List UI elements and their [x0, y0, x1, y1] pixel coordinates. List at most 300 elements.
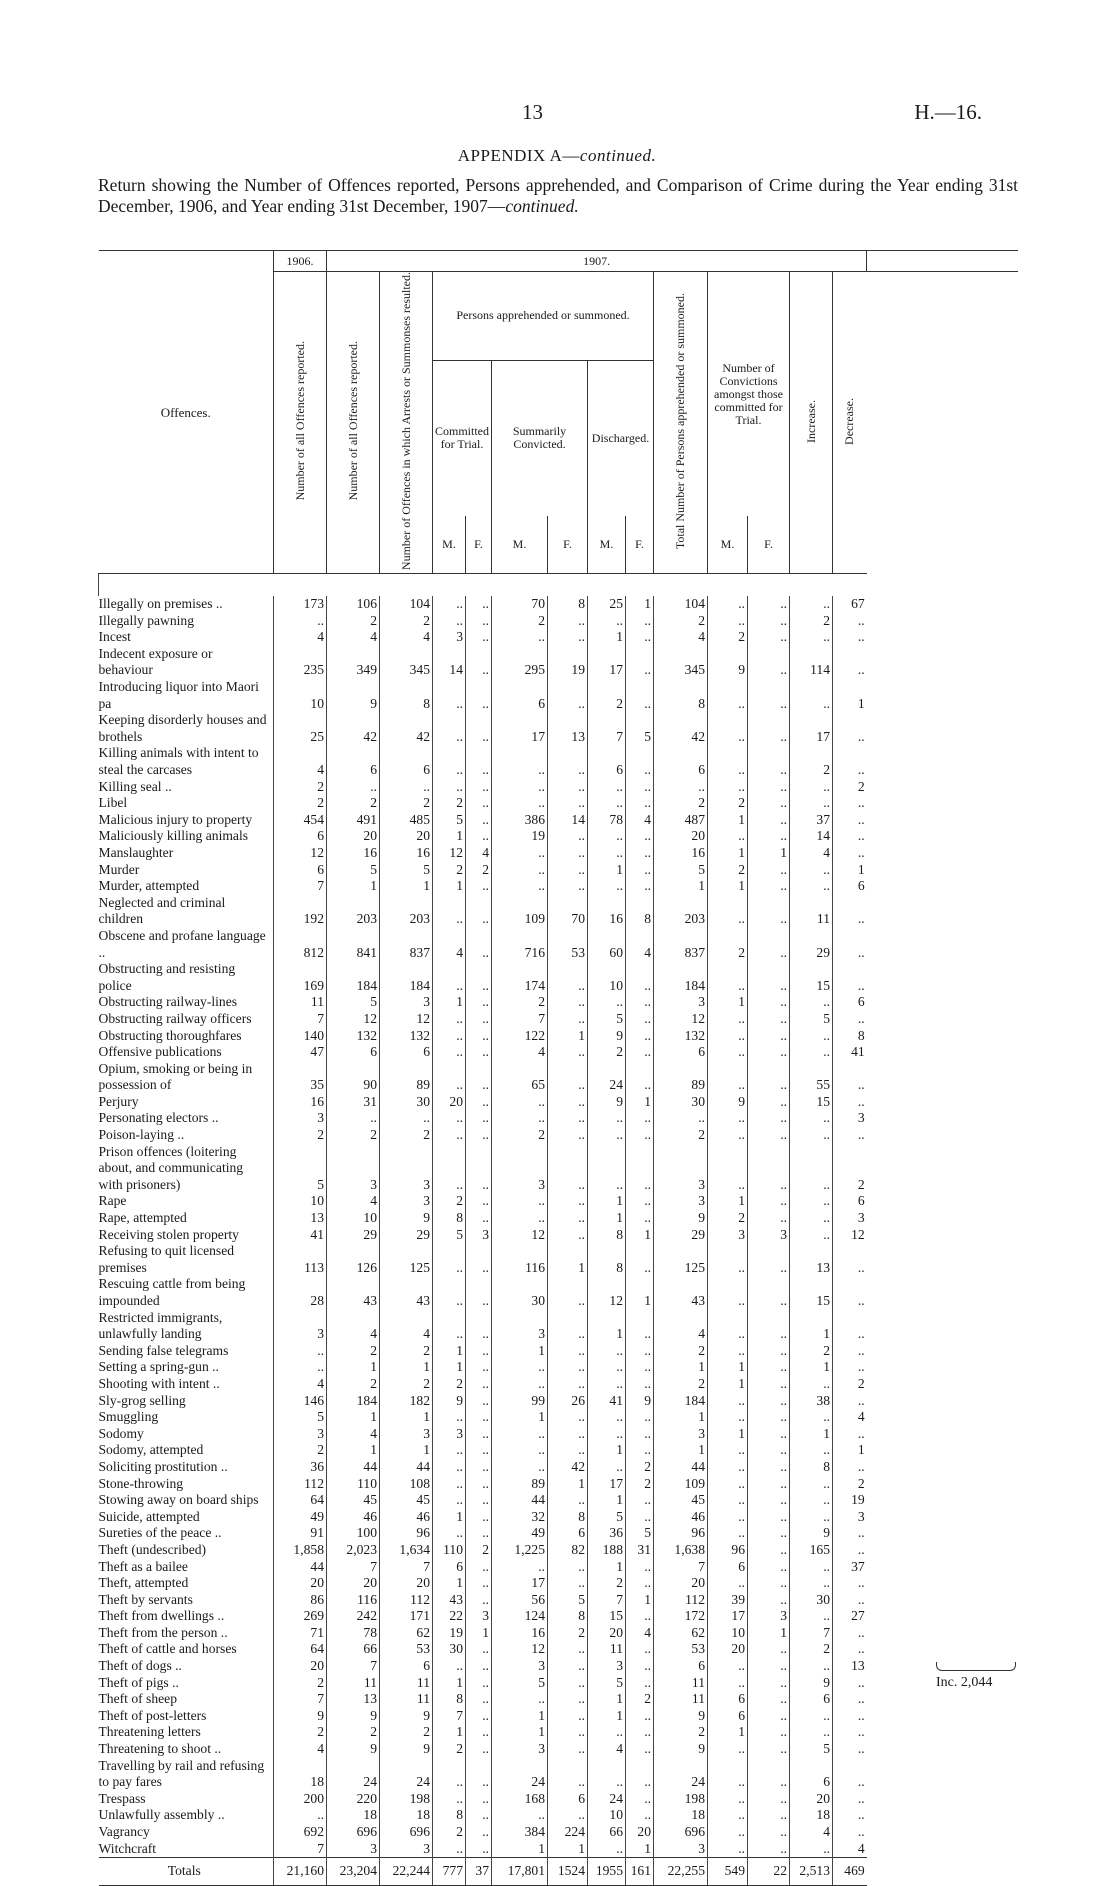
table-cell: .. [466, 1310, 492, 1343]
table-cell: .. [548, 1807, 588, 1824]
table-cell: .. [748, 1359, 790, 1376]
table-cell: 8 [548, 596, 588, 613]
table-cell: 53 [654, 1641, 708, 1658]
table-row [99, 1841, 1019, 1858]
table-cell: .. [466, 994, 492, 1011]
table-row [99, 1011, 1019, 1028]
table-cell: .. [748, 961, 790, 994]
table-cell: 716 [492, 928, 548, 961]
table-cell: .. [833, 1807, 867, 1824]
offence-name: Theft (undescribed) [98, 1541, 207, 1557]
offences-table [98, 250, 1018, 1886]
table-cell: 2 [327, 795, 380, 812]
table-cell: .. [626, 1658, 654, 1675]
table-cell: 12 [654, 1011, 708, 1028]
table-cell: .. [466, 1144, 492, 1194]
table-row [99, 712, 1019, 745]
table-cell: 1 [380, 1409, 433, 1426]
offence-name: Stone-throwing [98, 1475, 184, 1491]
appendix-heading: APPENDIX A—continued. [457, 146, 657, 165]
table-cell: 38 [790, 1393, 833, 1410]
offence-name: Sureties of the peace .. [98, 1525, 222, 1541]
male-header: M. [492, 516, 548, 573]
table-cell: .. [748, 1459, 790, 1476]
table-cell: 696 [327, 1824, 380, 1841]
table-cell: 2 [380, 795, 433, 812]
table-cell: 4 [327, 629, 380, 646]
female-header: F. [548, 516, 588, 573]
table-cell: .. [626, 1807, 654, 1824]
table-cell: .. [433, 1841, 466, 1858]
table-cell: 6 [380, 745, 433, 778]
table-cell: 17 [708, 1608, 748, 1625]
table-cell: 24 [327, 1758, 380, 1791]
table-cell: 3 [492, 1741, 548, 1758]
table-cell: .. [492, 862, 548, 879]
table-cell: 812 [274, 928, 327, 961]
table-cell: .. [748, 1807, 790, 1824]
table-cell: .. [748, 712, 790, 745]
table-cell: 42 [380, 712, 433, 745]
table-cell: 12 [433, 845, 466, 862]
offence-name: Killing animals with intent to steal the carcases [98, 745, 259, 777]
table-cell: .. [466, 1691, 492, 1708]
table-cell: 6 [833, 1193, 867, 1210]
table-cell: 30 [380, 1094, 433, 1111]
table-cell: .. [548, 1127, 588, 1144]
table-cell: 89 [654, 1061, 708, 1094]
table-cell: .. [548, 961, 588, 994]
table-cell: .. [790, 862, 833, 879]
table-cell: 71 [274, 1625, 327, 1642]
table-cell: 4 [327, 1310, 380, 1343]
table-cell: 5 [548, 1592, 588, 1609]
table-cell: .. [466, 1459, 492, 1476]
offence-name: Theft of sheep [98, 1691, 178, 1707]
offence-name: Obstructing thoroughfares [98, 1027, 242, 1043]
table-cell: 19 [833, 1492, 867, 1509]
table-cell: 113 [274, 1243, 327, 1276]
table-cell: .. [626, 613, 654, 630]
table-row [99, 1227, 1019, 1244]
table-row [99, 1127, 1019, 1144]
table-cell: .. [466, 745, 492, 778]
total-cell: 23,204 [327, 1858, 380, 1886]
table-cell: 7 [327, 1658, 380, 1675]
table-cell: 14 [548, 812, 588, 829]
table-cell: .. [790, 629, 833, 646]
table-row [99, 613, 1019, 630]
table-cell: 43 [327, 1276, 380, 1309]
table-cell: 99 [492, 1393, 548, 1410]
table-cell: .. [833, 1343, 867, 1360]
offence-name: Threatening to shoot .. [98, 1741, 222, 1757]
table-cell: 25 [588, 596, 626, 613]
table-cell: 41 [274, 1227, 327, 1244]
table-cell: 9 [380, 1210, 433, 1227]
table-cell: 1 [708, 1376, 748, 1393]
table-cell: .. [748, 1708, 790, 1725]
table-cell: 47 [274, 1044, 327, 1061]
table-cell: .. [708, 828, 748, 845]
table-cell: 24 [588, 1791, 626, 1808]
table-cell: 1 [433, 1359, 466, 1376]
table-cell: .. [833, 1426, 867, 1443]
total-cell: 37 [466, 1858, 492, 1886]
table-cell: 837 [654, 928, 708, 961]
table-cell: 11 [654, 1691, 708, 1708]
table-cell: 12 [492, 1641, 548, 1658]
table-cell: .. [433, 745, 466, 778]
table-cell: 11 [274, 994, 327, 1011]
table-cell: 1 [588, 862, 626, 879]
table-cell: .. [833, 1243, 867, 1276]
table-cell: 171 [380, 1608, 433, 1625]
table-cell: .. [466, 1044, 492, 1061]
table-cell: .. [492, 1426, 548, 1443]
offence-name: Poison-laying .. [98, 1127, 185, 1143]
table-cell: 4 [492, 1044, 548, 1061]
table-cell: .. [466, 928, 492, 961]
table-cell: 2 [654, 795, 708, 812]
table-cell: 6 [708, 1691, 748, 1708]
table-cell: .. [433, 1011, 466, 1028]
table-cell: .. [588, 613, 626, 630]
table-row [99, 1276, 1019, 1309]
table-cell: .. [492, 1442, 548, 1459]
table-cell: .. [748, 895, 790, 928]
table-cell: 5 [626, 712, 654, 745]
table-cell: 20 [588, 1625, 626, 1642]
offence-name: Opium, smoking or being in possession of [98, 1060, 253, 1093]
table-cell: .. [548, 878, 588, 895]
offence-name: Sly-grog selling [98, 1392, 186, 1408]
table-cell: .. [748, 1525, 790, 1542]
table-cell: .. [433, 1476, 466, 1493]
table-cell: .. [790, 679, 833, 712]
table-cell: .. [748, 1641, 790, 1658]
table-cell: .. [748, 1044, 790, 1061]
table-cell: 36 [588, 1525, 626, 1542]
table-cell: 2 [790, 1641, 833, 1658]
table-cell: 2 [790, 613, 833, 630]
table-cell: 1 [492, 1343, 548, 1360]
table-cell: 2 [790, 1343, 833, 1360]
table-cell: 53 [548, 928, 588, 961]
table-cell: 6 [327, 1044, 380, 1061]
table-row [99, 1343, 1019, 1360]
table-cell: 485 [380, 812, 433, 829]
table-cell: 20 [708, 1641, 748, 1658]
table-cell: 60 [588, 928, 626, 961]
table-cell: .. [790, 596, 833, 613]
table-cell: 2 [433, 1741, 466, 1758]
table-cell: .. [626, 1641, 654, 1658]
table-row [99, 1359, 1019, 1376]
table-cell: 45 [380, 1492, 433, 1509]
table-cell: 5 [433, 812, 466, 829]
offence-name: Theft by servants [98, 1591, 193, 1607]
table-cell: 19 [492, 828, 548, 845]
table-cell: .. [380, 1110, 433, 1127]
table-cell: 1 [433, 1675, 466, 1692]
table-cell: .. [708, 1343, 748, 1360]
decrease-header: Decrease. [833, 272, 867, 574]
table-cell: 1,225 [492, 1542, 548, 1559]
total-cell: 777 [433, 1858, 466, 1886]
table-cell: 184 [380, 961, 433, 994]
table-cell: 2 [654, 613, 708, 630]
table-row [99, 1442, 1019, 1459]
table-cell: .. [748, 1343, 790, 1360]
table-cell: 165 [790, 1542, 833, 1559]
table-row [99, 1658, 1019, 1675]
table-cell: 169 [274, 961, 327, 994]
offence-name: Obstructing railway officers [98, 1010, 252, 1026]
table-cell: .. [492, 1691, 548, 1708]
table-cell: 1 [654, 1442, 708, 1459]
table-cell: .. [708, 712, 748, 745]
table-cell: 188 [588, 1542, 626, 1559]
table-cell: .. [492, 1559, 548, 1576]
table-cell: 1 [433, 1724, 466, 1741]
table-row [99, 1807, 1019, 1824]
table-cell: .. [548, 1193, 588, 1210]
table-cell: .. [833, 1310, 867, 1343]
table-cell: 184 [654, 1393, 708, 1410]
table-cell: .. [708, 1741, 748, 1758]
table-row [99, 1641, 1019, 1658]
table-cell: .. [626, 1724, 654, 1741]
total-cell: 469 [833, 1858, 867, 1886]
table-cell: 2 [274, 1442, 327, 1459]
table-cell: 11 [380, 1675, 433, 1692]
table-row [99, 1243, 1019, 1276]
offence-name: Perjury [98, 1093, 139, 1109]
table-cell: 9 [588, 1028, 626, 1045]
table-cell: .. [548, 745, 588, 778]
table-cell: 49 [492, 1525, 548, 1542]
table-cell: .. [748, 779, 790, 796]
table-cell: .. [748, 1559, 790, 1576]
table-cell: 2 [588, 679, 626, 712]
table-cell: .. [626, 1210, 654, 1227]
table-cell: 27 [833, 1608, 867, 1625]
table-row [99, 1376, 1019, 1393]
table-cell: 2 [433, 1824, 466, 1841]
table-cell: .. [708, 1492, 748, 1509]
table-cell: .. [708, 1758, 748, 1791]
table-cell: 1 [833, 679, 867, 712]
table-cell: .. [492, 1459, 548, 1476]
table-cell: 203 [654, 895, 708, 928]
table-cell: .. [626, 1044, 654, 1061]
table-cell: 9 [327, 679, 380, 712]
table-cell: 11 [327, 1675, 380, 1692]
table-cell: 200 [274, 1791, 327, 1808]
table-cell: .. [833, 1393, 867, 1410]
table-cell: .. [654, 1110, 708, 1127]
table-cell: .. [466, 1525, 492, 1542]
table-cell: 70 [548, 895, 588, 928]
table-cell: 5 [654, 862, 708, 879]
offence-name: Obstructing and resisting police [98, 961, 236, 993]
table-cell: 3 [708, 1227, 748, 1244]
table-cell: 6 [654, 1044, 708, 1061]
table-cell: 6 [833, 878, 867, 895]
table-cell: .. [708, 1393, 748, 1410]
table-cell: 41 [833, 1044, 867, 1061]
table-cell: .. [588, 1376, 626, 1393]
table-cell: 46 [327, 1509, 380, 1526]
total-cell: 2,513 [790, 1858, 833, 1886]
offence-name: Rape, attempted [98, 1210, 187, 1226]
table-cell: 173 [274, 596, 327, 613]
table-cell: 31 [327, 1094, 380, 1111]
table-row [99, 1144, 1019, 1194]
table-cell: .. [588, 779, 626, 796]
table-cell: 8 [588, 1243, 626, 1276]
offence-name: Murder, attempted [98, 878, 200, 894]
table-cell: 20 [380, 1575, 433, 1592]
male-header: M. [588, 516, 626, 573]
table-cell: 1 [588, 1193, 626, 1210]
table-cell: .. [708, 1061, 748, 1094]
table-cell: .. [748, 1824, 790, 1841]
table-cell: 89 [492, 1476, 548, 1493]
table-cell: .. [748, 1110, 790, 1127]
table-cell: 1 [654, 1359, 708, 1376]
table-cell: 2 [588, 1575, 626, 1592]
table-cell: 3 [492, 1310, 548, 1343]
table-cell: 28 [274, 1276, 327, 1309]
table-cell: .. [548, 1359, 588, 1376]
table-cell: 45 [654, 1492, 708, 1509]
table-cell: 1 [433, 828, 466, 845]
table-cell: .. [790, 1708, 833, 1725]
table-cell: .. [748, 1409, 790, 1426]
table-cell: 2 [833, 779, 867, 796]
table-cell: .. [588, 1841, 626, 1858]
table-cell: .. [492, 779, 548, 796]
table-cell: .. [708, 1044, 748, 1061]
table-cell: 3 [833, 1210, 867, 1227]
table-row [99, 629, 1019, 646]
table-row [99, 1393, 1019, 1410]
offences-header: Offences. [99, 251, 274, 574]
table-cell: 17 [492, 712, 548, 745]
table-cell: 1 [654, 878, 708, 895]
table-cell: .. [588, 1409, 626, 1426]
table-cell: .. [274, 613, 327, 630]
table-cell: 5 [380, 862, 433, 879]
table-cell: 43 [433, 1592, 466, 1609]
table-cell: .. [708, 1409, 748, 1426]
table-row [99, 745, 1019, 778]
table-cell: .. [748, 1575, 790, 1592]
table-cell: 1 [588, 1210, 626, 1227]
table-cell: .. [466, 1094, 492, 1111]
table-cell: .. [748, 928, 790, 961]
table-cell: .. [833, 795, 867, 812]
table-cell: .. [466, 596, 492, 613]
table-cell: .. [466, 646, 492, 679]
table-cell: 12 [274, 845, 327, 862]
table-cell: .. [790, 795, 833, 812]
table-cell: 11 [790, 895, 833, 928]
table-cell: 2 [492, 994, 548, 1011]
table-cell: 841 [327, 928, 380, 961]
table-cell: .. [274, 1343, 327, 1360]
table-cell: 1 [626, 1227, 654, 1244]
table-cell: 24 [380, 1758, 433, 1791]
table-cell: .. [588, 845, 626, 862]
table-cell: .. [748, 1592, 790, 1609]
table-cell: .. [833, 1724, 867, 1741]
table-cell: 9 [327, 1708, 380, 1725]
table-cell: 3 [492, 1658, 548, 1675]
table-row [99, 1193, 1019, 1210]
table-cell: 4 [588, 1741, 626, 1758]
table-cell: .. [626, 1409, 654, 1426]
table-cell: .. [833, 845, 867, 862]
offence-name: Obstructing railway-lines [98, 994, 238, 1010]
table-cell: 2 [274, 779, 327, 796]
table-cell: .. [833, 1708, 867, 1725]
net-increase-brace [936, 1662, 1016, 1671]
table-cell: 1 [626, 596, 654, 613]
total-persons-header: Total Number of Persons apprehended or summoned. [654, 272, 708, 574]
table-row [99, 1426, 1019, 1443]
offence-name: Threatening letters [98, 1724, 201, 1740]
table-cell: 2 [654, 1724, 708, 1741]
table-cell: .. [708, 1841, 748, 1858]
table-cell: .. [492, 878, 548, 895]
table-cell: 116 [327, 1592, 380, 1609]
table-cell: 2 [327, 1724, 380, 1741]
table-cell: .. [466, 1011, 492, 1028]
table-cell: 6 [708, 1708, 748, 1725]
table-row [99, 845, 1019, 862]
offence-name: Maliciously killing animals [98, 828, 249, 844]
offence-name: Malicious injury to property [98, 811, 253, 827]
offence-name: Theft as a bailee [98, 1558, 188, 1574]
offence-name: Receiving stolen property [98, 1226, 239, 1242]
table-cell: 10 [588, 1807, 626, 1824]
table-cell: .. [626, 1492, 654, 1509]
table-cell: .. [626, 1011, 654, 1028]
table-cell: 132 [327, 1028, 380, 1045]
table-cell: .. [433, 1758, 466, 1791]
table-cell: 1 [708, 1426, 748, 1443]
table-cell: .. [466, 1343, 492, 1360]
table-cell: .. [433, 961, 466, 994]
table-cell: .. [748, 862, 790, 879]
table-cell: 4 [274, 629, 327, 646]
table-cell: .. [748, 1028, 790, 1045]
table-cell: .. [466, 679, 492, 712]
table-cell: .. [492, 1110, 548, 1127]
table-cell: 109 [654, 1476, 708, 1493]
table-cell: .. [466, 1824, 492, 1841]
total-cell: 549 [708, 1858, 748, 1886]
table-cell: .. [748, 745, 790, 778]
table-cell: .. [626, 1127, 654, 1144]
table-row [99, 1791, 1019, 1808]
offence-name: Vagrancy [98, 1824, 150, 1839]
table-cell: 6 [492, 679, 548, 712]
table-cell: .. [748, 1243, 790, 1276]
